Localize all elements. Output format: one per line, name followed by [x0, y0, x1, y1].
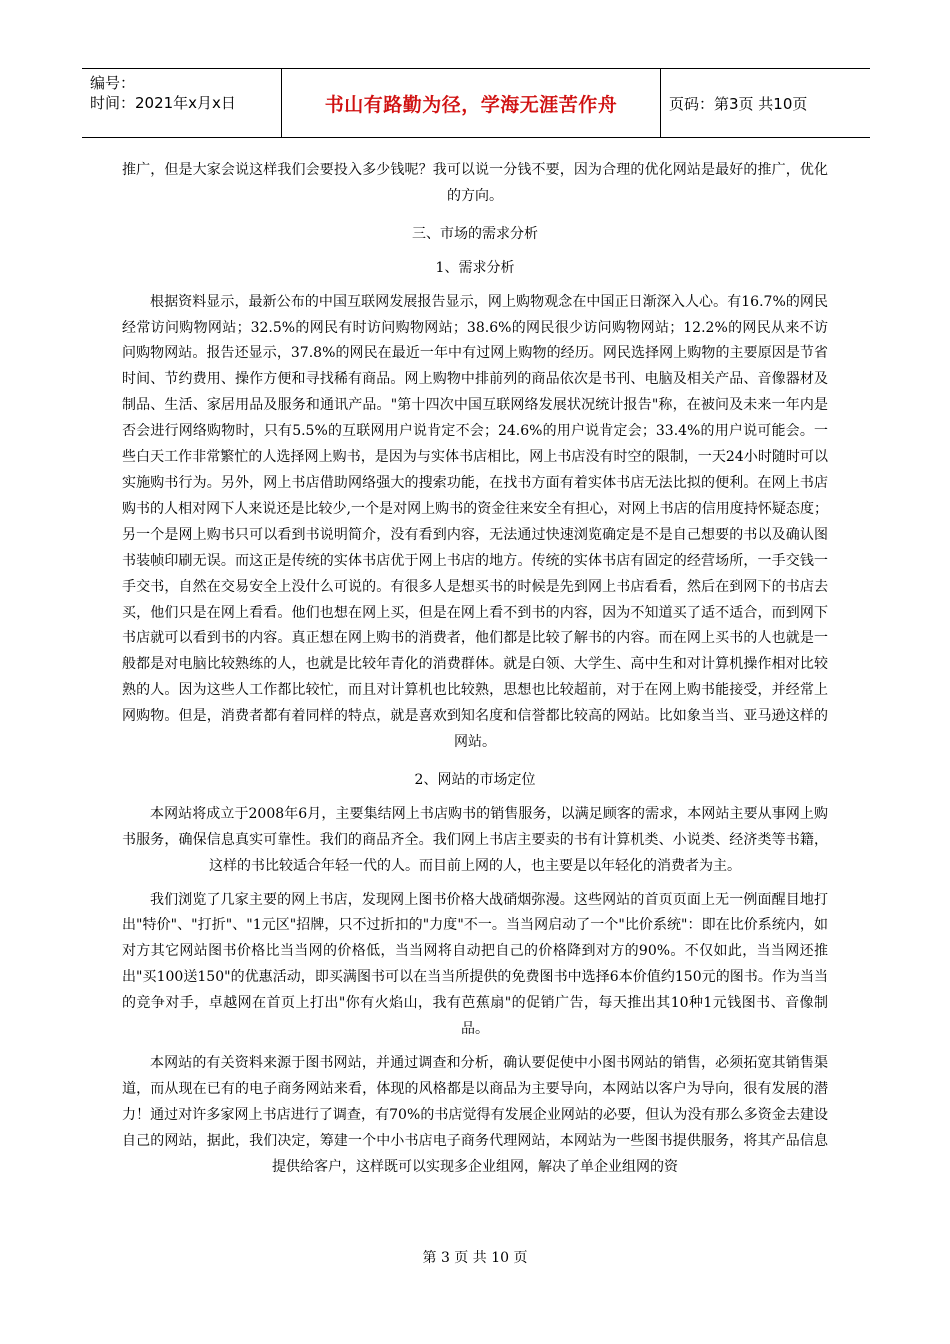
page-footer: 第 3 页 共 10 页	[422, 1250, 528, 1266]
document-date: 时间：2021年x月x日	[90, 94, 236, 112]
header-page-info: 页码：第3页 共10页	[669, 94, 808, 113]
section-title: 三、市场的需求分析	[412, 225, 538, 242]
paragraph-price-war: 我们浏览了几家主要的网上书店，发现网上图书价格大战硝烟弥漫。这些网站的首页页面上无一例面醒目地打出"特价"、"打折"、"1元区"招牌，只不过折扣的"力度"不一。当当网启动了一个"比价系统"：即在比价系统内，如对方其它网站图书价格比当当网的价格低，当当网将自动把自己的价格降到对方的90%。不仅如此，当当网还推出"买100送150"的优惠活动，即买满图书可以在当当所提供的免费图书中选择6本价值约150元的图书。作为当当的竞争对手，卓越网在首页上打出"你有火焰山，我有芭蕉扇"的促销广告，每天推出其10种1元钱图书、音像制品。	[122, 891, 828, 1038]
header-motto: 书山有路勤为径，学海无涯苦作舟	[282, 69, 661, 137]
page-header	[82, 68, 870, 138]
paragraph-positioning: 本网站将成立于2008年6月，主要集结网上书店购书的销售服务，以满足顾客的需求，本网站主要从事网上购书服务，确保信息真实可靠性。我们的商品齐全。我们网上书店主要卖的书有计算机类、小说类、经济类等书籍，这样的书比较适合年轻一代的人。而目前上网的人，也主要是以年轻化的消费者为主。	[122, 805, 828, 874]
intro-paragraph: 推广，但是大家会说这样我们会要投入多少钱呢？我可以说一分钱不要，因为合理的优化网站是最好的推广，优化的方向。	[122, 162, 828, 204]
subsection-title-positioning: 2、网站的市场定位	[414, 771, 536, 788]
document-number-label: 编号：	[90, 74, 136, 92]
paragraph-demand-analysis: 根据资料显示，最新公布的中国互联网发展报告显示，网上购物观念在中国正日渐深入人心。有16.7%的网民经常访问购物网站；32.5%的网民有时访问购物网站；38.6%的网民很少访问购物网站；12.2%的网民从来不访问购物网站。报告还显示，37.8%的网民在最近一年中有过网上购物的经历。网民选择网上购物的主要原因是节省时间、节约费用、操作方便和寻找稀有商品。网上购物中排前列的商品依次是书刊、电脑及相关产品、音像器材及制品、生活、家居用品及服务和通讯产品。"第十四次中国互联网络发展状况统计报告"称，在被问及未来一年内是否会进行网络购物时，只有5.5%的互联网用户说肯定不会；24.6%的用户说肯定会；33.4%的用户说可能会。一些白天工作非常繁忙的人选择网上购书，是因为与实体书店相比，网上书店没有时空的限制，一天24小时随时可以实施购书行为。另外，网上书店借助网络强大的搜索功能，在找书方面有着实体书店无法比拟的便利。在网上书店购书的人相对网下人来说还是比较少,一个是对网上购书的资金往来安全有担心，对网上书店的信用度持怀疑态度；另一个是网上购书只可以看到书说明简介，没有看到内容，无法通过快速浏览确定是不是自己想要的书以及确认图书装帧印刷无误。而这正是传统的实体书店优于网上书店的地方。传统的实体书店有固定的经营场所，一手交钱一手交书，自然在交易安全上没什么可说的。有很多人是想买书的时候是先到网上书店看看，然后在到网下的书店去买，他们只是在网上看看。他们也想在网上买，但是在网上看不到书的内容，因为不知道买了适不适合，而到网下书店就可以看到书的内容。真正想在网上购书的消费者，他们都是比较了解书的内容。而在网上买书的人也就是一般都是对电脑比较熟练的人，也就是比较年青化的消费群体。就是白领、大学生、高中生和对计算机操作相对比较熟的人。因为这些人工作都比较忙，而且对计算机也比较熟，思想也比较超前，对于在网上购书能接受，并经常上网购物。但是，消费者都有着同样的特点，就是喜欢到知名度和信誉都比较高的网站。比如象当当、亚马逊这样的网站。	[122, 293, 828, 751]
header-meta	[82, 69, 282, 137]
subsection-title-demand: 1、需求分析	[435, 259, 515, 276]
paragraph-data-source: 本网站的有关资料来源于图书网站，并通过调查和分析，确认要促使中小图书网站的销售，必须拓宽其销售渠道，而从现在已有的电子商务网站来看，体现的风格都是以商品为主要导向，本网站以客户为导向，很有发展的潜力！通过对许多家网上书店进行了调查，有70%的书店觉得有发展企业网站的必要，但认为没有那么多资金去建设自己的网站，据此，我们决定，筹建一个中小书店电子商务代理网站，本网站为一些图书提供服务，将其产品信息提供给客户，这样既可以实现多企业组网，解决了单企业组网的资	[122, 1055, 828, 1175]
document-body	[122, 158, 828, 1181]
